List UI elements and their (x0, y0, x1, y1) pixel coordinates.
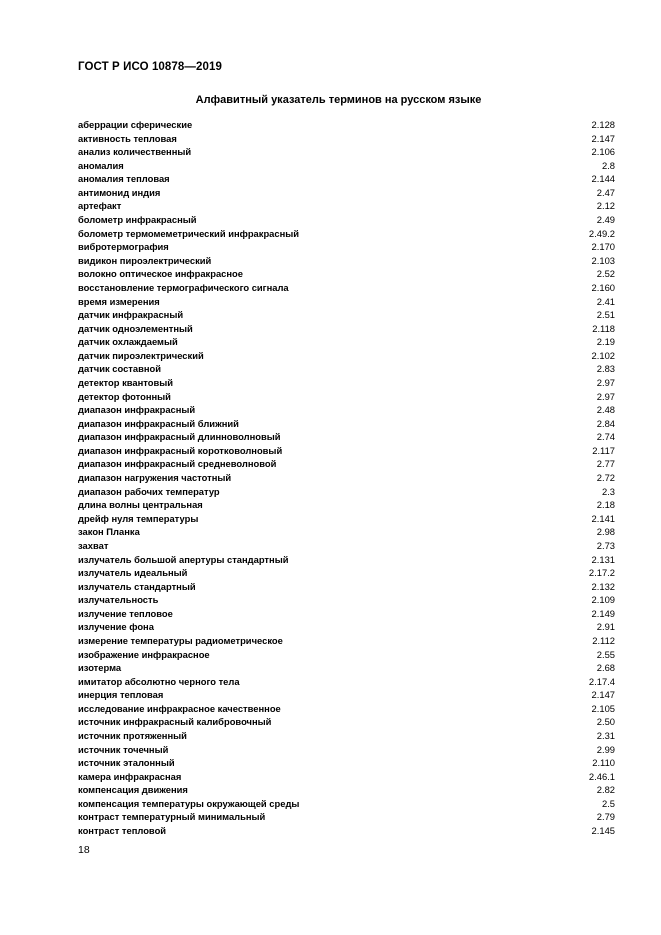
index-term-reference: 2.18 (596, 499, 615, 511)
index-entry (78, 539, 615, 553)
index-term: компенсация движения (78, 784, 188, 796)
index-entry (78, 756, 615, 770)
index-term-reference: 2.77 (596, 458, 615, 470)
index-entry (78, 213, 615, 227)
index-term: болометр инфракрасный (78, 214, 197, 226)
term-index-list (78, 118, 615, 838)
index-term-reference: 2.48 (596, 404, 615, 416)
index-term: болометр термомеметрический инфракрасный (78, 227, 300, 239)
index-entry (78, 783, 615, 797)
index-entry (78, 172, 615, 186)
index-entry (78, 132, 615, 146)
index-term-reference: 2.72 (596, 472, 615, 484)
index-term-reference: 2.97 (596, 376, 615, 388)
index-entry (78, 471, 615, 485)
index-entry (78, 254, 615, 268)
index-entry (78, 607, 615, 621)
index-term-reference: 2.79 (596, 811, 615, 823)
index-term: время измерения (78, 295, 160, 307)
index-term: инерция тепловая (78, 689, 164, 701)
index-entry (78, 349, 615, 363)
index-term-reference: 2.3 (601, 485, 615, 497)
index-term: аномалия (78, 159, 124, 171)
index-entry (78, 403, 615, 417)
index-entry (78, 485, 615, 499)
index-entry (78, 430, 615, 444)
index-term-reference: 2.5 (601, 797, 615, 809)
index-term: изотерма (78, 662, 122, 674)
index-term-reference: 2.49.2 (588, 227, 615, 239)
index-entry (78, 824, 615, 838)
index-term-reference: 2.170 (591, 241, 615, 253)
index-term-reference: 2.73 (596, 539, 615, 551)
index-entry (78, 797, 615, 811)
index-entry (78, 390, 615, 404)
index-term-reference: 2.109 (591, 594, 615, 606)
index-term-reference: 2.19 (596, 336, 615, 348)
index-term: имитатор абсолютно черного тела (78, 675, 240, 687)
index-term: диапазон рабочих температур (78, 485, 220, 497)
index-term-reference: 2.12 (596, 200, 615, 212)
index-entry (78, 240, 615, 254)
index-term: вибротермография (78, 241, 169, 253)
index-term: датчик одноэлементный (78, 322, 193, 334)
index-term-reference: 2.8 (601, 159, 615, 171)
index-term-reference: 2.49 (596, 214, 615, 226)
index-term-reference: 2.47 (596, 186, 615, 198)
index-term: исследование инфракрасное качественное (78, 702, 281, 714)
index-entry (78, 810, 615, 824)
index-entry (78, 295, 615, 309)
index-term-reference: 2.132 (591, 580, 615, 592)
index-entry (78, 322, 615, 336)
index-entry (78, 553, 615, 567)
index-term-reference: 2.99 (596, 743, 615, 755)
index-entry (78, 267, 615, 281)
index-term-reference: 2.31 (596, 730, 615, 742)
index-term-reference: 2.110 (592, 757, 615, 769)
index-term: антимонид индия (78, 186, 161, 198)
index-term: аберрации сферические (78, 119, 193, 130)
index-entry (78, 512, 615, 526)
index-term-reference: 2.84 (596, 417, 615, 429)
index-entry (78, 199, 615, 213)
index-entry (78, 498, 615, 512)
index-entry (78, 376, 615, 390)
index-term: изображение инфракрасное (78, 648, 210, 660)
index-term-reference: 2.97 (596, 390, 615, 402)
index-term-reference: 2.160 (591, 281, 615, 293)
index-term: измерение температуры радиометрическое (78, 634, 283, 646)
index-term-reference: 2.117 (592, 444, 615, 456)
index-term-reference: 2.112 (592, 634, 615, 646)
index-term: датчик инфракрасный (78, 309, 184, 321)
index-term: детектор фотонный (78, 390, 171, 402)
index-term: датчик охлаждаемый (78, 336, 178, 348)
index-term-reference: 2.50 (596, 716, 615, 728)
index-entry (78, 729, 615, 743)
index-term: детектор квантовый (78, 376, 173, 388)
index-entry (78, 444, 615, 458)
index-term-reference: 2.106 (591, 146, 615, 158)
index-entry (78, 648, 615, 662)
index-entry (78, 281, 615, 295)
index-term: источник протяженный (78, 730, 187, 742)
index-entry (78, 525, 615, 539)
index-term: диапазон инфракрасный длинноволновый (78, 431, 281, 443)
index-term-reference: 2.128 (591, 119, 615, 130)
index-term-reference: 2.131 (591, 553, 615, 565)
index-term-reference: 2.52 (596, 268, 615, 280)
index-term: аномалия тепловая (78, 173, 170, 185)
index-term-reference: 2.17.4 (588, 675, 615, 687)
index-entry (78, 675, 615, 689)
index-term-reference: 2.91 (596, 621, 615, 633)
index-term: диапазон инфракрасный коротковолновый (78, 444, 283, 456)
index-entry (78, 593, 615, 607)
index-term-reference: 2.149 (591, 607, 615, 619)
index-term: диапазон инфракрасный средневолновой (78, 458, 277, 470)
index-entry (78, 580, 615, 594)
index-term: источник инфракрасный калибровочный (78, 716, 272, 728)
index-term: диапазон инфракрасный (78, 404, 196, 416)
index-entry (78, 566, 615, 580)
index-term-reference: 2.145 (591, 825, 615, 837)
index-entry (78, 159, 615, 173)
index-term: анализ количественный (78, 146, 192, 158)
index-term-reference: 2.55 (596, 648, 615, 660)
index-entry (78, 335, 615, 349)
index-entry (78, 661, 615, 675)
index-term-reference: 2.68 (596, 662, 615, 674)
index-term: дрейф нуля температуры (78, 512, 199, 524)
index-term: излучатель идеальный (78, 567, 188, 579)
index-entry (78, 770, 615, 784)
index-term-reference: 2.51 (596, 309, 615, 321)
index-term: датчик составной (78, 363, 162, 375)
index-term: излучатель большой апертуры стандартный (78, 553, 289, 565)
document-header: ГОСТ Р ИСО 10878—2019 (78, 61, 223, 73)
index-term-reference: 2.102 (591, 349, 615, 361)
index-entry (78, 308, 615, 322)
index-term-reference: 2.83 (596, 363, 615, 375)
index-entry (78, 118, 615, 132)
index-term: излучение тепловое (78, 607, 173, 619)
index-term: компенсация температуры окружающей среды (78, 797, 300, 809)
index-entry (78, 186, 615, 200)
index-term: длина волны центральная (78, 499, 203, 511)
index-term-reference: 2.98 (596, 526, 615, 538)
index-term-reference: 2.74 (596, 431, 615, 443)
index-term: восстановление термографического сигнала (78, 281, 289, 293)
index-term: камера инфракрасная (78, 770, 182, 782)
index-entry (78, 145, 615, 159)
index-term: излучательность (78, 594, 159, 606)
index-title: Алфавитный указатель терминов на русском языке (195, 94, 482, 106)
index-term: артефакт (78, 200, 122, 212)
index-entry (78, 417, 615, 431)
index-term: источник точечный (78, 743, 169, 755)
index-term-reference: 2.17.2 (588, 567, 615, 579)
index-term-reference: 2.147 (591, 132, 615, 144)
index-term-reference: 2.141 (591, 512, 615, 524)
index-term: видикон пироэлектрический (78, 254, 212, 266)
index-term: контраст тепловой (78, 825, 167, 837)
index-entry (78, 620, 615, 634)
index-term-reference: 2.105 (591, 702, 615, 714)
index-term: контраст температурный минимальный (78, 811, 266, 823)
index-entry (78, 634, 615, 648)
index-term: диапазон нагружения частотный (78, 472, 232, 484)
index-term: волокно оптическое инфракрасное (78, 268, 243, 280)
index-term: датчик пироэлектрический (78, 349, 204, 361)
index-term-reference: 2.118 (592, 322, 615, 334)
index-term: закон Планка (78, 526, 140, 538)
index-term: диапазон инфракрасный ближний (78, 417, 239, 429)
index-entry (78, 688, 615, 702)
index-term-reference: 2.147 (591, 689, 615, 701)
index-entry (78, 715, 615, 729)
page-number: 18 (78, 844, 90, 856)
index-entry (78, 362, 615, 376)
index-entry (78, 457, 615, 471)
index-term-reference: 2.144 (591, 173, 615, 185)
index-term: захват (78, 539, 109, 551)
index-entry (78, 743, 615, 757)
index-term: излучение фона (78, 621, 154, 633)
index-entry (78, 702, 615, 716)
index-term-reference: 2.46.1 (588, 770, 615, 782)
index-entry (78, 227, 615, 241)
index-term-reference: 2.41 (596, 295, 615, 307)
index-term: источник эталонный (78, 757, 175, 769)
index-term: активность тепловая (78, 132, 177, 144)
index-term-reference: 2.82 (596, 784, 615, 796)
index-term-reference: 2.103 (591, 254, 615, 266)
index-term: излучатель стандартный (78, 580, 196, 592)
